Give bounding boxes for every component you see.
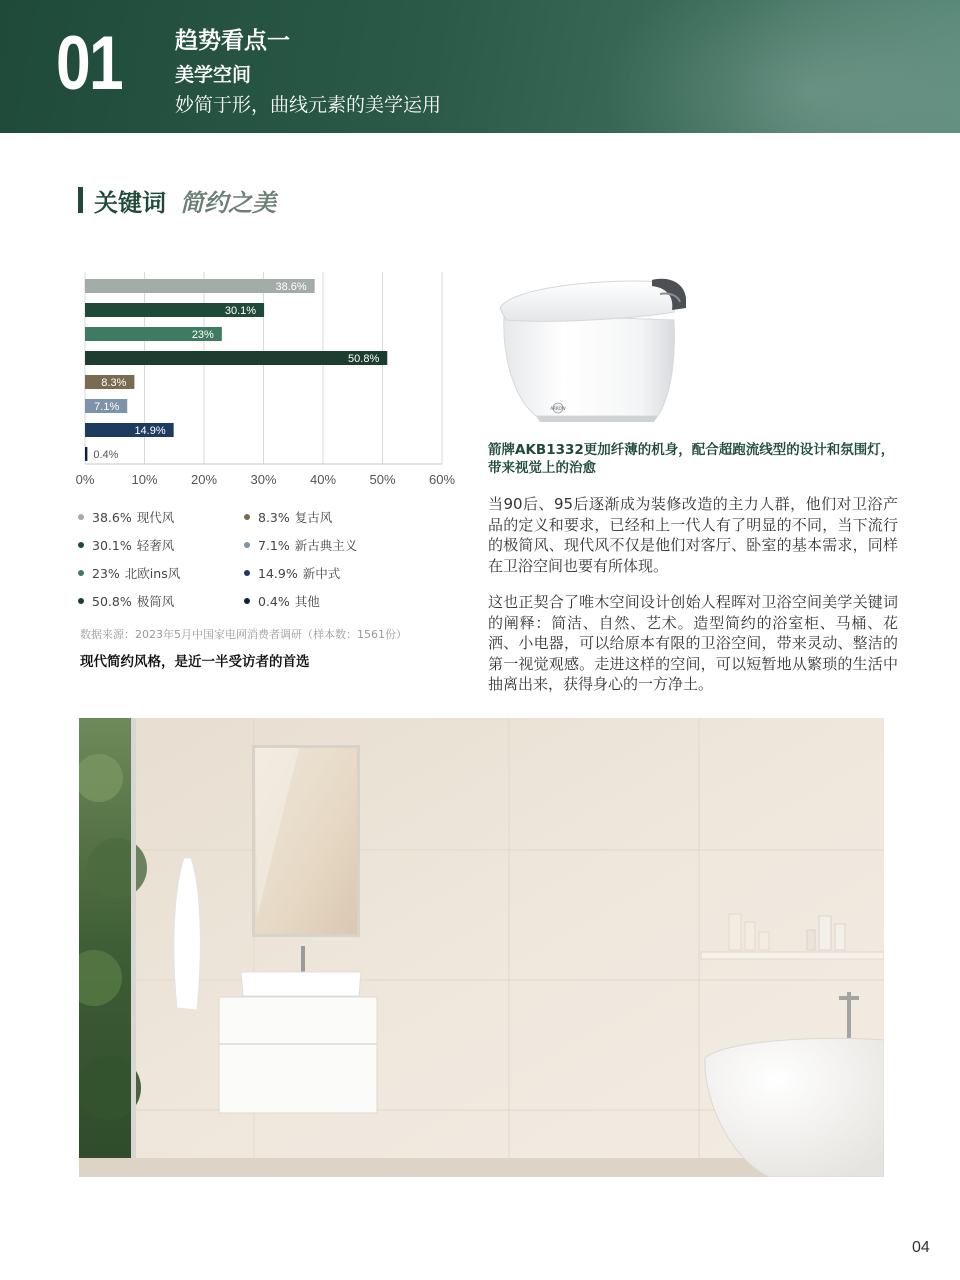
legend-item xyxy=(244,536,357,554)
legend-dot-icon xyxy=(78,598,84,604)
legend-label: 复古风 xyxy=(294,510,333,525)
legend-percent: 23% xyxy=(92,565,120,581)
legend-dot-icon xyxy=(78,514,84,520)
legend-item xyxy=(244,508,332,526)
bar-value-label: 14.9% xyxy=(134,425,166,437)
keyword-accent-bar xyxy=(78,187,83,213)
bar-8 xyxy=(85,447,87,461)
header-banner xyxy=(0,0,960,133)
x-tick-label: 20% xyxy=(190,472,218,487)
bar-value-label: 30.1% xyxy=(224,305,257,317)
section-title: 趋势看点一 xyxy=(175,28,290,54)
page-number: 04 xyxy=(912,1239,930,1256)
legend-item xyxy=(78,592,174,610)
product-caption: 箭牌AKB1332更加纤薄的机身，配合超跑流线型的设计和氛围灯，带来视觉上的治愈 xyxy=(488,442,895,476)
bar-value-label: 38.6% xyxy=(275,281,307,293)
brand-logo-text: ARROW xyxy=(550,406,566,411)
legend-dot-icon xyxy=(244,514,250,520)
legend-label: 轻奢风 xyxy=(136,538,175,553)
legend-dot-icon xyxy=(244,598,250,604)
x-tick-label: 30% xyxy=(250,472,277,487)
x-tick-label: 60% xyxy=(428,472,456,487)
legend-dot-icon xyxy=(78,542,84,548)
x-tick-label: 10% xyxy=(131,472,158,487)
body-paragraph-2: 这也正契合了唯木空间设计创始人程晖对卫浴空间美学关键词的阐释：简洁、自然、艺术。造型简约的浴室柜、马桶、花洒、小电器，可以给原本有限的卫浴空间，带来灵动、整洁的第一视觉观感。走进这样的空间，可以短暂地从繁琐的生活中抽离出来，获得身心的一方净土。 xyxy=(488,593,898,693)
smart-toilet-image xyxy=(492,268,700,428)
x-tick-label: 50% xyxy=(369,472,396,487)
section-subtitle: 美学空间 xyxy=(175,64,252,86)
chart-caption: 现代简约风格，是近一半受访者的首选 xyxy=(80,654,310,670)
legend-label: 新中式 xyxy=(302,566,341,581)
keyword-heading xyxy=(78,184,276,216)
legend-item xyxy=(78,536,174,554)
legend-label: 现代风 xyxy=(136,510,175,525)
legend-percent: 30.1% xyxy=(92,537,132,553)
legend-label: 其他 xyxy=(294,594,320,609)
keyword-label: 关键词 xyxy=(94,188,166,217)
legend-label: 新古典主义 xyxy=(294,538,358,553)
banner-sheen xyxy=(600,0,960,133)
legend-dot-icon xyxy=(78,570,84,576)
bar-value-label: 8.3% xyxy=(101,377,127,389)
x-tick-label: 0% xyxy=(75,472,95,487)
legend-percent: 14.9% xyxy=(258,565,298,581)
bar-value-label: 0.4% xyxy=(93,449,119,461)
legend-label: 极简风 xyxy=(136,594,175,609)
legend-percent: 0.4% xyxy=(258,593,290,609)
legend-percent: 8.3% xyxy=(258,509,290,525)
legend-percent: 50.8% xyxy=(92,593,132,609)
legend-label: 北欧ins风 xyxy=(124,566,181,581)
x-tick-label: 40% xyxy=(309,472,337,487)
legend-dot-icon xyxy=(244,570,250,576)
legend-dot-icon xyxy=(244,542,250,548)
section-number: 01 xyxy=(56,21,123,106)
legend-percent: 38.6% xyxy=(92,509,132,525)
legend-item xyxy=(244,592,320,610)
data-source: 数据来源：2023年5月中国家电网消费者调研（样本数：1561份） xyxy=(80,628,407,641)
bar-value-label: 7.1% xyxy=(94,401,120,413)
bathroom-photo xyxy=(79,718,884,1177)
legend-item xyxy=(78,564,180,582)
body-paragraph-1: 当90后、95后逐渐成为装修改造的主力人群，他们对卫浴产品的定义和要求，已经和上一代人有了明显的不同，当下流行的极简风、现代风不仅是他们对客厅、卧室的基本需求，同样在卫浴空间也要有所体现。 xyxy=(488,495,898,575)
style-preference-chart xyxy=(70,268,470,493)
bar-4 xyxy=(85,351,387,365)
section-tagline: 妙简于形，曲线元素的美学运用 xyxy=(175,94,442,116)
bar-value-label: 23% xyxy=(191,329,214,341)
legend-item xyxy=(78,508,174,526)
legend-percent: 7.1% xyxy=(258,537,290,553)
keyword-value: 简约之美 xyxy=(180,188,276,217)
bar-value-label: 50.8% xyxy=(348,353,380,365)
legend-item xyxy=(244,564,340,582)
